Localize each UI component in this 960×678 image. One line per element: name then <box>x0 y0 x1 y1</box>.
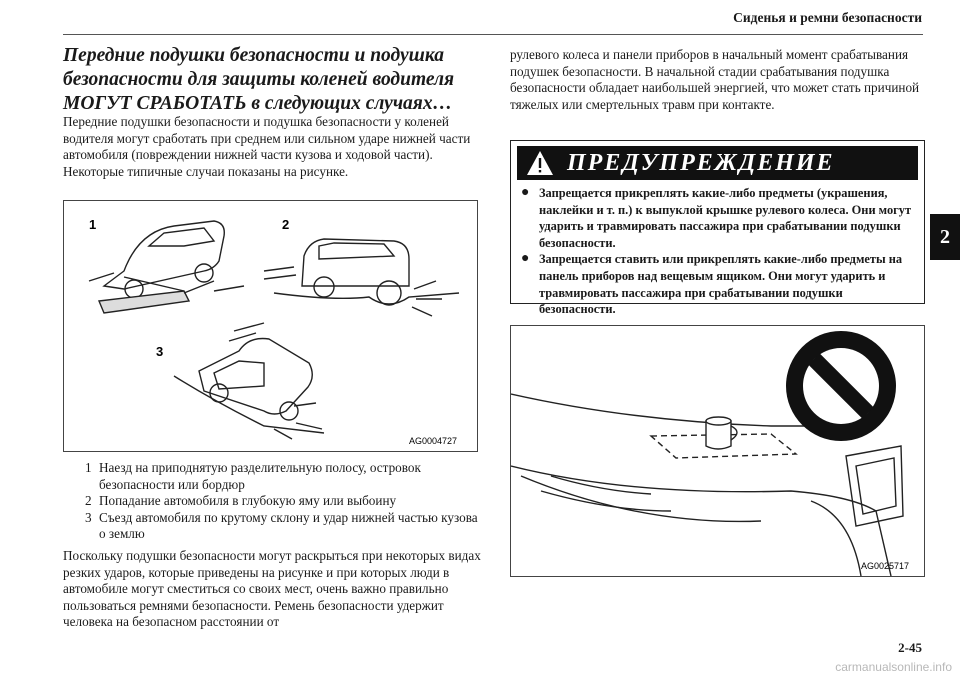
warning-title: ПРЕДУПРЕЖДЕНИЕ <box>567 149 835 176</box>
watermark: carmanualsonline.info <box>835 660 952 674</box>
figure-captions <box>85 460 485 543</box>
caption-item: 2 Попадание автомобиля в глубокую яму или выбоину <box>85 493 397 509</box>
warning-item: ● Запрещается ставить или прикреплять какие-либо предметы на панель приборов над вещевым ящиком. Они могут ударить и травмировать пассажира при срабатывании подушки безопасности. <box>521 251 903 317</box>
seatbelt-paragraph: Поскольку подушки безопасности могут раскрыться при некоторых видах резких ударов, которые приведены на рисунке и при которых люди в автомобиле могут сместиться со своих мест, очень важно правильно пользоваться ремнями безопасности. Ремень безопасности удержит человека на безопасном расстоянии от <box>63 548 481 630</box>
figure-label-3: 3 <box>156 344 164 359</box>
section-title: Передние подушки безопасности и подушка безопасности для защиты коленей водителя МОГУТ СРАБОТАТЬ в следующих случаях… <box>63 45 455 114</box>
page-header-title: Сиденья и ремни безопасности <box>733 10 922 25</box>
figure-dashboard <box>510 325 925 577</box>
chapter-tab[interactable]: 2 <box>930 214 960 260</box>
intro-paragraph <box>63 114 493 180</box>
dashboard-illustration <box>511 326 924 576</box>
caption-item: 1 Наезд на приподнятую разделительную полосу, островок безопасности или бордюр <box>85 460 421 492</box>
figure-label-2: 2 <box>282 217 290 232</box>
caption-item: 3 Съезд автомобиля по крутому склону и удар нижней частью кузова о землю <box>85 509 478 542</box>
intro-text-2: Некоторые типичные случаи показаны на рисунке. <box>63 163 349 179</box>
warning-header <box>517 146 918 180</box>
warning-item: ● Запрещается прикреплять какие-либо предметы (украшения, наклейки и т. п.) к выпуклой крышке рулевого колеса. Они могут ударить и травмировать пассажира при срабатывании подушки безопасности. <box>521 185 912 250</box>
warning-box <box>510 140 925 317</box>
impact-illustration <box>64 201 477 451</box>
figure-code: AG0025717 <box>861 561 910 571</box>
prohibition-icon <box>786 331 896 441</box>
page-number: 2-45 <box>898 640 922 655</box>
figure-impact-cases <box>63 200 478 452</box>
warning-triangle-icon <box>525 148 555 178</box>
figure-label-1: 1 <box>89 217 97 232</box>
header-divider <box>63 34 923 35</box>
warning-list <box>521 185 914 318</box>
intro-text: Передние подушки безопасности и подушка безопасности у коленей водителя могут сработать при среднем или сильном ударе нижней части автомобиля (повреждении нижней части кузова и ходовой части). <box>63 114 471 163</box>
figure-code: AG0004727 <box>409 436 458 446</box>
continued-paragraph: рулевого колеса и панели приборов в начальный момент срабатывания подушек безопасности. В начальной стадии срабатывания подушка безопасности обладает наибольшей энергией, что может стать причиной тяжелых или смертельных травм при контакте. <box>510 47 920 112</box>
